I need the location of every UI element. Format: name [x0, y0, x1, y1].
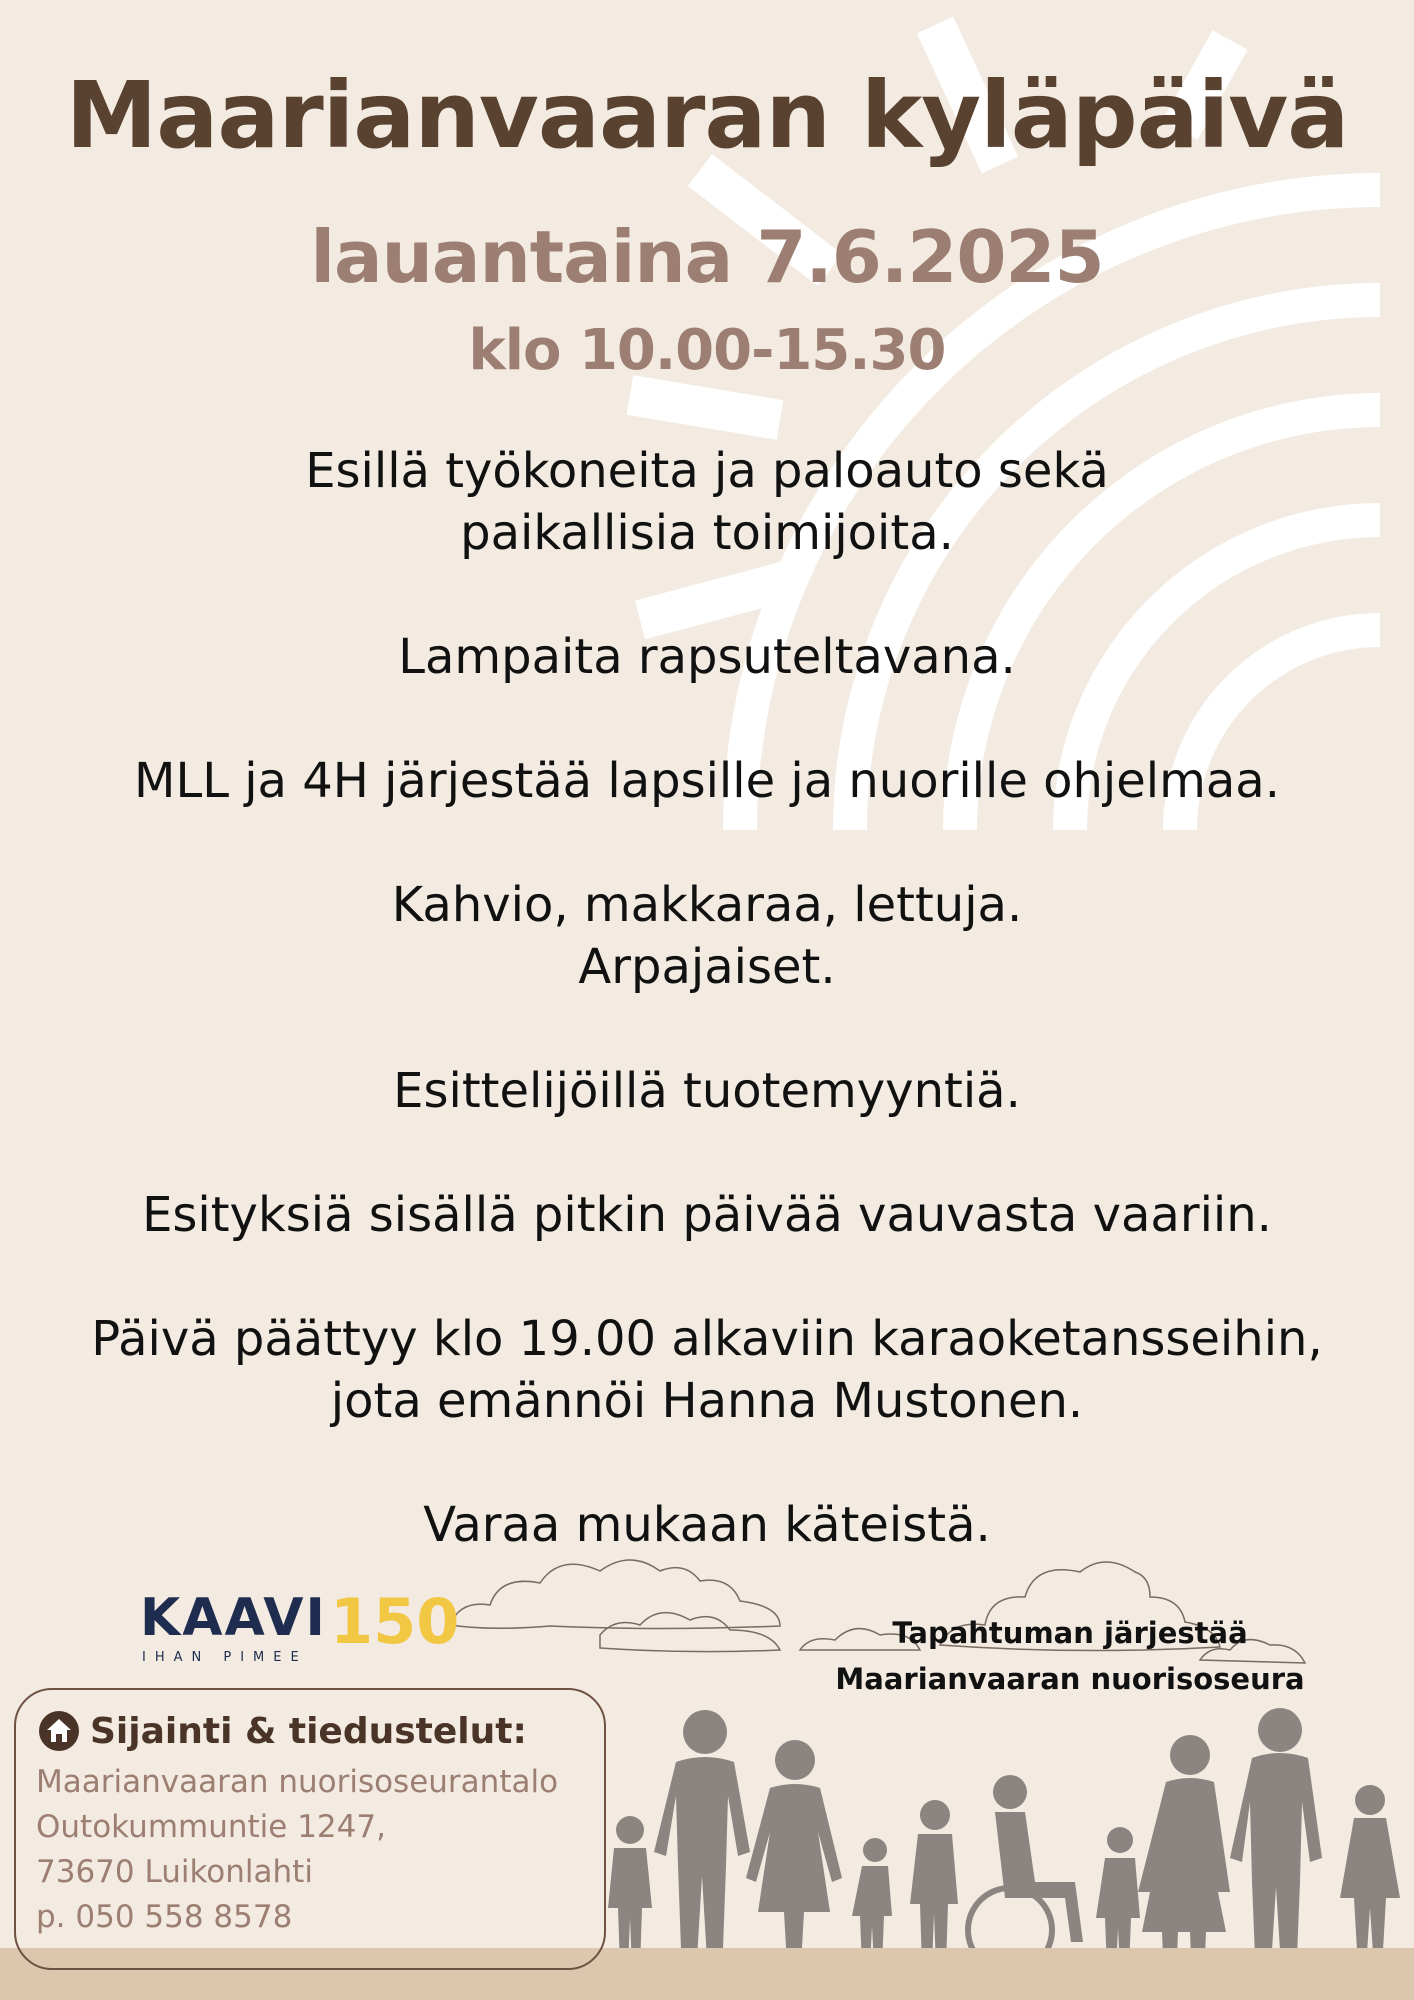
event-time: klo 10.00-15.30 — [468, 318, 946, 383]
organizer-credit — [770, 1610, 1370, 1702]
paragraph-sales — [0, 1060, 1414, 1122]
kaavi-150-logo — [140, 1585, 460, 1665]
logo-tagline: IHAN PIMEE — [142, 1650, 308, 1665]
location-details — [36, 1760, 558, 1940]
text-line: Esityksiä sisällä pitkin päivää vauvasta vaariin. — [142, 1187, 1272, 1243]
family-silhouettes — [590, 1700, 1414, 1985]
postal-address: 73670 Luikonlahti — [36, 1854, 313, 1890]
event-date: lauantaina 7.6.2025 — [310, 215, 1104, 299]
paragraph-performances — [0, 1184, 1414, 1246]
phone-number: p. 050 558 8578 — [36, 1899, 293, 1935]
house-icon — [38, 1710, 80, 1752]
text-line: Lampaita rapsuteltavana. — [398, 629, 1016, 685]
organizer-name: Maarianvaaran nuorisoseura — [835, 1662, 1305, 1696]
paragraph-sheep — [0, 626, 1414, 688]
text-line: Kahvio, makkaraa, lettuja. — [391, 877, 1023, 933]
paragraph-kids-program — [0, 750, 1414, 812]
text-line: Varaa mukaan käteistä. — [423, 1497, 991, 1553]
venue-name: Maarianvaaran nuorisoseurantalo — [36, 1764, 559, 1800]
event-description — [0, 440, 1414, 1618]
paragraph-machines — [0, 440, 1414, 564]
text-line: Päivä päättyy klo 19.00 alkaviin karaoketansseihin, — [91, 1311, 1323, 1367]
location-heading-text: Sijainti & tiedustelut: — [90, 1710, 527, 1752]
location-info-box — [14, 1688, 606, 1970]
location-heading — [38, 1710, 527, 1752]
logo-number: 150 — [330, 1585, 460, 1658]
organizer-line: Tapahtuman järjestää — [892, 1616, 1248, 1650]
text-line: paikallisia toimijoita. — [460, 505, 954, 561]
paragraph-cafe — [0, 874, 1414, 998]
text-line: jota emännöi Hanna Mustonen. — [330, 1373, 1084, 1429]
street-address: Outokummuntie 1247, — [36, 1809, 386, 1845]
event-title: Maarianvaaran kyläpäivä — [65, 62, 1349, 169]
text-line: MLL ja 4H järjestää lapsille ja nuorille ohjelmaa. — [134, 753, 1280, 809]
text-line: Esillä työkoneita ja paloauto sekä — [305, 443, 1109, 499]
text-line: Esittelijöillä tuotemyyntiä. — [393, 1063, 1021, 1119]
logo-brand: KAAVI — [140, 1588, 327, 1648]
text-line: Arpajaiset. — [578, 939, 836, 995]
paragraph-karaoke — [0, 1308, 1414, 1432]
